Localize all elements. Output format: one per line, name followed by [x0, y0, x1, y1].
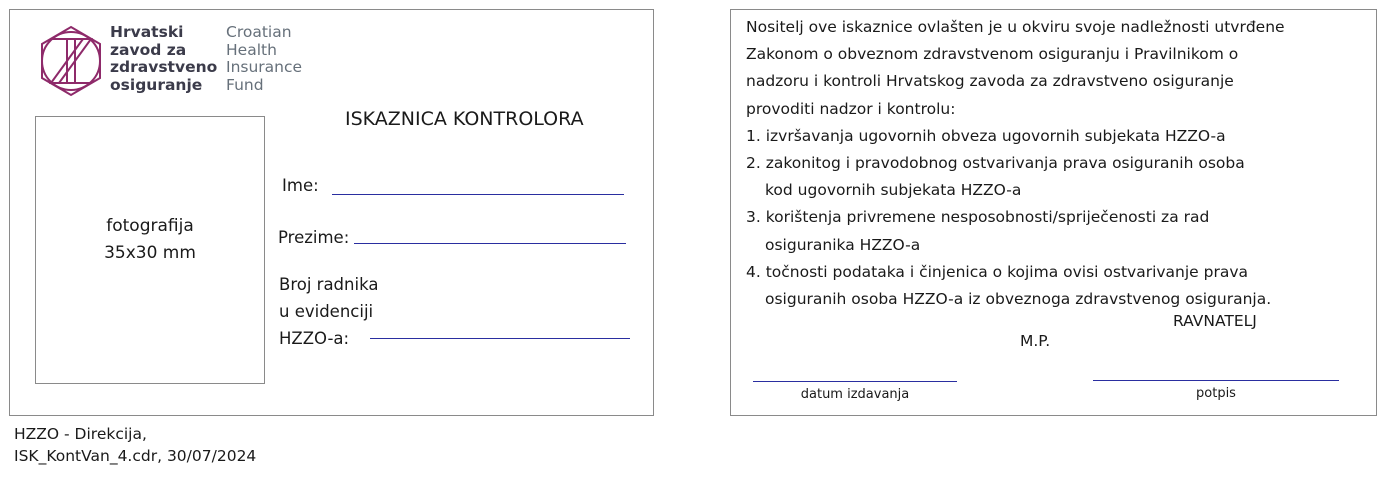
org-name-english [226, 24, 302, 94]
document-footer [14, 423, 256, 467]
paragraph-line: nadzoru i kontroli Hrvatskog zavoda za zdravstveno osiguranje [746, 72, 1234, 91]
employee-number-label-line: u evidenciji [279, 302, 374, 321]
footer-line: ISK_KontVan_4.cdr, 30/07/2024 [14, 447, 257, 465]
authorization-text [746, 14, 1366, 313]
id-card-front [9, 9, 654, 416]
employee-number-label-line: Broj radnika [279, 275, 379, 294]
list-item: 2. zakonitog i pravodobnog ostvarivanja prava osiguranih osoba [746, 154, 1245, 173]
id-card-back [730, 9, 1377, 416]
first-name-label: Ime: [282, 176, 319, 195]
photo-label: fotografija [106, 216, 194, 236]
signature-line [1093, 380, 1339, 381]
list-item-continuation: osiguranika HZZO-a [765, 235, 921, 254]
first-name-line [332, 194, 624, 195]
hzzo-logo-icon [39, 25, 103, 97]
org-name-line: Health [226, 40, 277, 59]
issue-date-label: datum izdavanja [800, 387, 910, 402]
list-item: 4. točnosti podataka i činjenica o kojima ovisi ostvarivanje prava [746, 262, 1249, 281]
employee-number-label-line: HZZO-a: [279, 329, 350, 348]
last-name-line [354, 243, 626, 244]
org-name-line: Fund [226, 75, 264, 94]
org-name-line: zdravstveno [110, 58, 218, 76]
paragraph-line: provoditi nadzor i kontrolu: [746, 99, 956, 118]
list-item-continuation: kod ugovornih subjekata HZZO-a [765, 181, 1022, 200]
paragraph-line: Nositelj ove iskaznice ovlašten je u okviru svoje nadležnosti utvrđene [746, 18, 1285, 36]
employee-number-label [279, 271, 378, 352]
photo-placeholder [35, 116, 265, 384]
director-label: RAVNATELJ [1173, 312, 1257, 330]
list-item-continuation: osiguranih osoba HZZO-a iz obveznoga zdravstvenog osiguranja. [765, 290, 1272, 309]
footer-line: HZZO - Direkcija, [14, 425, 147, 443]
photo-placeholder-text [36, 213, 264, 267]
org-name-line: zavod za [110, 40, 187, 59]
stamp-place-label: M.P. [1020, 332, 1051, 350]
list-item: 3. korištenja privremene nesposobnosti/spriječenosti za rad [746, 208, 1210, 227]
last-name-label: Prezime: [278, 228, 350, 247]
org-name-line: Hrvatski [110, 23, 184, 41]
org-name-line: osiguranje [110, 75, 203, 94]
org-name-line: Croatian [226, 23, 292, 41]
paragraph-line: Zakonom o obveznom zdravstvenom osiguranju i Pravilnikom o [746, 45, 1239, 64]
employee-number-line [370, 338, 630, 339]
org-name-line: Insurance [226, 58, 303, 76]
card-title: ISKAZNICA KONTROLORA [345, 108, 584, 130]
photo-size: 35x30 mm [104, 243, 196, 263]
signature-label: potpis [1196, 386, 1236, 401]
issue-date-line [753, 381, 957, 382]
list-item: 1. izvršavanja ugovornih obveza ugovornih subjekata HZZO-a [746, 126, 1226, 145]
org-name-croatian [110, 24, 217, 94]
